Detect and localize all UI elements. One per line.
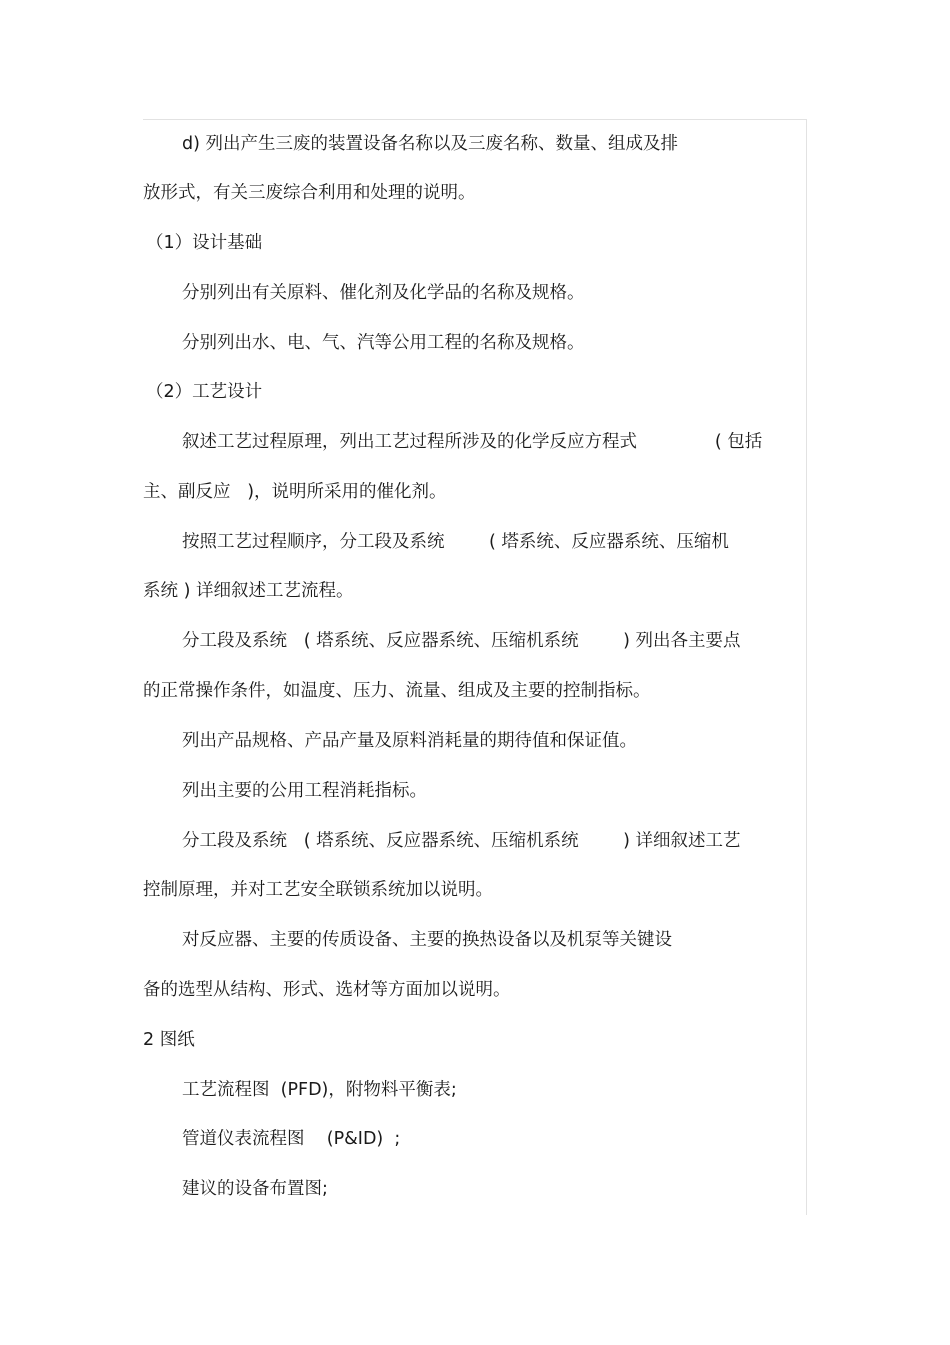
- section-heading: （1）设计基础: [146, 233, 263, 253]
- paragraph-line: 对反应器、主要的传质设备、主要的换热设备以及机泵等关键设: [182, 930, 672, 950]
- paragraph-line: d) 列出产生三废的装置设备名称以及三废名称、数量、组成及排: [182, 134, 678, 154]
- section-heading: （2）工艺设计: [146, 382, 263, 402]
- paragraph-line: 分工段及系统 ( 塔系统、反应器系统、压缩机系统 ) 列出各主要点: [182, 631, 741, 651]
- paragraph-line: 列出产品规格、产品产量及原料消耗量的期待值和保证值。: [182, 731, 637, 751]
- list-item: 工艺流程图 (PFD)，附物料平衡表;: [182, 1080, 457, 1100]
- paragraph-line: 系统 ) 详细叙述工艺流程。: [143, 581, 354, 601]
- paragraph-line: 的正常操作条件，如温度、压力、流量、组成及主要的控制指标。: [143, 681, 651, 701]
- paragraph-line: 分别列出水、电、气、汽等公用工程的名称及规格。: [182, 333, 585, 353]
- paragraph-line: 主、副反应 )，说明所采用的催化剂。: [143, 482, 447, 502]
- paragraph-line: 分别列出有关原料、催化剂及化学品的名称及规格。: [182, 283, 585, 303]
- paragraph-line: 叙述工艺过程原理，列出工艺过程所涉及的化学反应方程式 ( 包括: [182, 432, 763, 452]
- paragraph-line: 控制原理，并对工艺安全联锁系统加以说明。: [143, 880, 493, 900]
- paragraph-line: 分工段及系统 ( 塔系统、反应器系统、压缩机系统 ) 详细叙述工艺: [182, 831, 741, 851]
- paragraph-line: 按照工艺过程顺序，分工段及系统 ( 塔系统、反应器系统、压缩机: [182, 532, 729, 552]
- list-item: 管道仪表流程图 (P&ID) ;: [182, 1129, 401, 1149]
- paragraph-line: 放形式，有关三废综合利用和处理的说明。: [143, 183, 476, 203]
- paragraph-line: 备的选型从结构、形式、选材等方面加以说明。: [143, 980, 511, 1000]
- section-heading: 2 图纸: [143, 1030, 195, 1050]
- list-item: 建议的设备布置图;: [182, 1179, 328, 1199]
- paragraph-line: 列出主要的公用工程消耗指标。: [182, 781, 427, 801]
